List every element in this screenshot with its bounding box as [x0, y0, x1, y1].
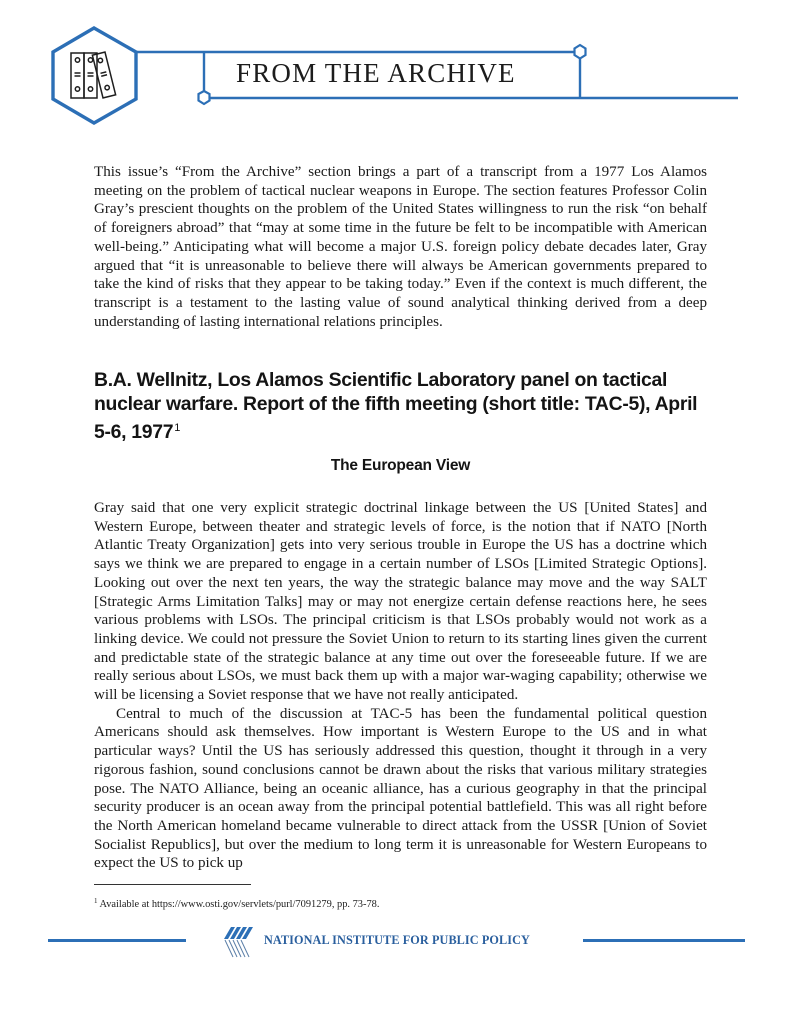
intro-section [94, 163, 707, 331]
small-hex-right-icon [575, 45, 586, 59]
small-hex-left-icon [199, 91, 210, 104]
footnote [94, 897, 379, 910]
page-header-title: FROM THE ARCHIVE [236, 58, 516, 88]
intro-paragraph: This issue’s “From the Archive” section brings a part of a transcript from a 1977 Los Alamos meeting on the problem of tactical nuclear weapons in Europe. The section features Professor Colin Gray’s prescient thoughts on the problem of the United States willingness to run the risk “on behalf of foreigners abroad” that “may at some time in the future be felt to be incompatible with American well-being.” Anticipating what will become a major U.S. foreign policy debate decades later, Gray argued that “it is unreasonable to believe there will always be American governments prepared to take the kind of risks that they appear to be taking today.” Even if the context is much different, the transcript is a testament to the lasting value of sound analytical thinking derived from a deep understanding of lasting international relations principles. [94, 164, 707, 330]
archive-hexagon-icon [53, 28, 136, 123]
footer-rule-right [583, 939, 745, 942]
body-paragraph: Central to much of the discussion at TAC-5 has been the fundamental political question Americans should ask themselves. How important is Western Europe to the US and in what particular ways? Until the US has seriously addressed this question, thought it through in a very rigorous fashion, sound conclusions cannot be drawn about the risks that various military strategies pose. The NATO Alliance, being an oceanic alliance, has a curious geography in that the principal security producer is an ocean away from the principal potential battlefield. This was all right before the North American homeland became vulnerable to direct attack from the USSR [Union of Soviet Socialist Republics], but over the medium to long term it is unreasonable for Western Europeans to expect the US to pick up [94, 705, 707, 872]
report-title-text: B.A. Wellnitz, Los Alamos Scientific Laboratory panel on tactical nuclear warfare. Report of the fifth meeting (short title: TAC-5), April 5-6, 1977 [94, 369, 698, 443]
body-paragraph: Gray said that one very explicit strategic doctrinal linkage between the US [United States] and Western Europe, between theater and strategic levels of force, is the notion that if NATO [North Atlantic Treaty Organization] gets into very serious trouble in Europe the US has a doctrine which says we think we are prepared to engage in a certain number of LSOs [Limited Strategic Options]. Looking out over the next ten years, the way the strategic balance may move and the way SALT [Strategic Arms Limitation Talks] may or may not energize certain defense reactions here, he sees various problems with LSOs. The principal criticism is that LSOs probably would not work as a linking device. We could not pressure the Soviet Union to return to its starting lines given the current and predictable state of the strategic balance at any time out over the foreseeable future. If we are really serious about LSOs, we must back them up with a major war-waging capability; otherwise we will be licensing a Soviet response that we have not really anticipated. [94, 500, 707, 704]
footnote-text[interactable]: Available at https://www.osti.gov/servlets/purl/7091279, pp. 73-78. [99, 899, 380, 910]
section-heading: The European View [330, 457, 471, 474]
body-section [94, 499, 707, 873]
footnote-divider [94, 884, 251, 885]
footnote-marker: 1 [94, 897, 98, 905]
footnote-reference[interactable]: 1 [174, 422, 181, 434]
report-title [94, 368, 714, 444]
footer-rule-left [48, 939, 186, 942]
footer-organization-name: NATIONAL INSTITUTE FOR PUBLIC POLICY [264, 932, 530, 947]
nipp-logo-icon [224, 925, 260, 959]
